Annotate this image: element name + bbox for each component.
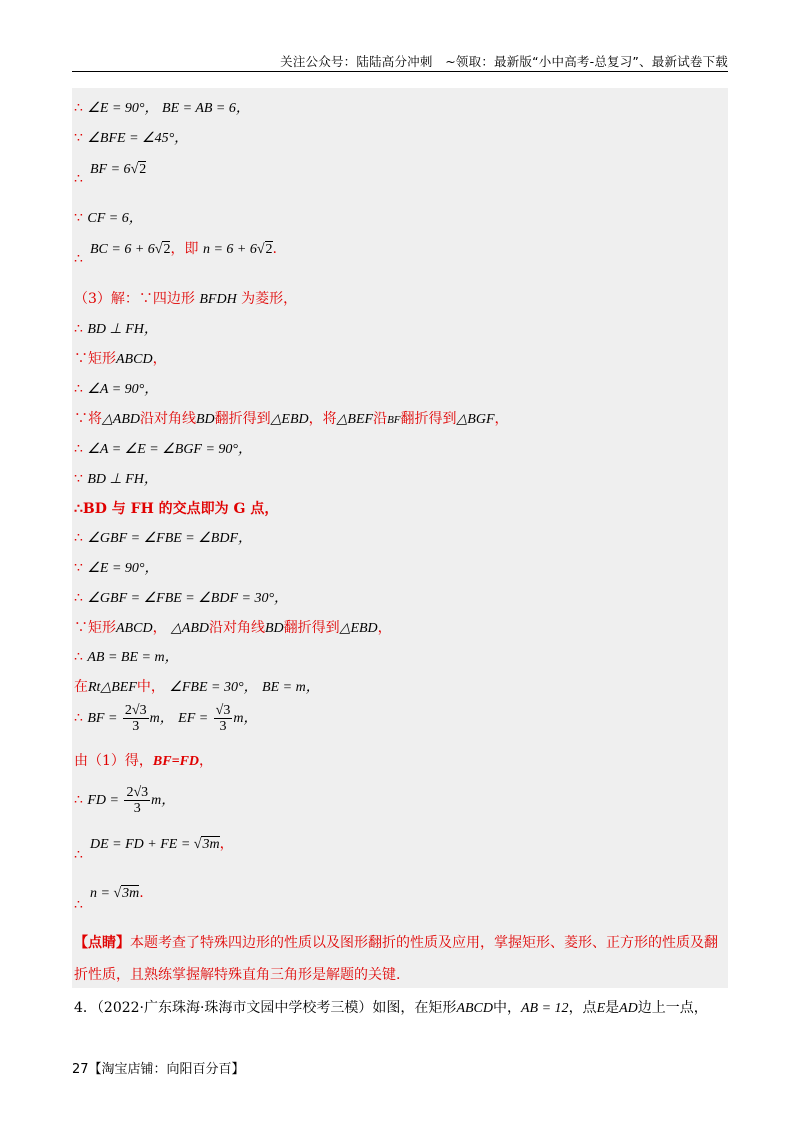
solution-line-15: ∵ ∠E = 90°， [74, 560, 159, 576]
solution-line-16: ∴ ∠GBF = ∠FBE = ∠BDF = 30°， [74, 590, 289, 606]
solution-line-14: ∴ ∠GBF = ∠FBE = ∠BDF， [74, 530, 253, 546]
key-point-line-2: 折性质，且熟练掌握解特殊直角三角形是解题的关键. [74, 967, 401, 983]
solution-line-1: ∴ ∠E = 90°， BE = AB = 6， [74, 100, 250, 116]
part-3-heading: （3）解：∵四边形 BFDH 为菱形， [74, 291, 298, 307]
solution-line-18: ∴ AB = BE = m， [74, 649, 179, 665]
fraction: $\frac{2√3}{3}$ [124, 702, 147, 734]
solution-line-4: ∵ CF = 6， [74, 210, 143, 226]
solution-line-7: ∴ BD ⊥ FH， [74, 321, 158, 337]
solution-line-3: BF = 6√2 [90, 162, 147, 177]
page-header: 关注公众号：陆陆高分冲刺 ~领取：最新版“小中高考-总复习”、最新试卷下载 [280, 54, 728, 69]
solution-line-9: ∴ ∠A = 90°， [74, 381, 159, 397]
solution-line-21: 由（1）得，BF=FD， [74, 753, 214, 769]
solution-line-20: ∴ BF = $\frac{2√3}{3}$ m， EF = $\frac{√3}{3}$ m， [74, 702, 258, 734]
solution-line-23-sign: ∴ [74, 847, 83, 863]
fraction: $\frac{√3}{3}$ [215, 702, 231, 734]
solution-line-19: 在Rt△BEF中， ∠FBE = 30°， BE = m， [74, 679, 320, 695]
question-4: 4．（2022·广东珠海·珠海市文园中学校考三模）如图，在矩形ABCD中，AB = 12，点E是AD边上一点， [74, 1000, 708, 1016]
header-rule [72, 71, 728, 72]
solution-line-5: BC = 6 + 6√2，即 n = 6 + 6√2. [90, 241, 277, 257]
solution-line-23: DE = FD + FE = √3m， [90, 836, 234, 852]
solution-line-8: ∵矩形ABCD， [74, 351, 167, 367]
solution-line-24-sign: ∴ [74, 897, 83, 913]
solution-line-13: ∴BD 与 FH 的交点即为 G 点， [74, 501, 279, 517]
solution-line-24: n = √3m. [90, 885, 144, 901]
solution-line-22: ∴ FD = $\frac{2√3}{3}$ m， [74, 784, 176, 816]
solution-line-2: ∵ ∠BFE = ∠45°， [74, 130, 189, 146]
solution-line-10: ∵将△ABD沿对角线BD翻折得到△EBD，将△BEF沿BF翻折得到△BGF， [74, 411, 509, 427]
solution-line-3-sign: ∴ [74, 171, 83, 187]
solution-line-11: ∴ ∠A = ∠E = ∠BGF = 90°， [74, 441, 253, 457]
solution-line-17: ∵矩形ABCD， △ABD沿对角线BD翻折得到△EBD， [74, 620, 392, 636]
solution-line-12: ∵ BD ⊥ FH， [74, 471, 158, 487]
solution-line-5-sign: ∴ [74, 251, 83, 267]
key-point-line-1: 【点睛】本题考查了特殊四边形的性质以及图形翻折的性质及应用，掌握矩形、菱形、正方形的性质及翻 [74, 935, 718, 951]
page-footer: 27【淘宝店铺：向阳百分百】 [72, 1062, 245, 1077]
fraction: $\frac{2√3}{3}$ [126, 784, 149, 816]
